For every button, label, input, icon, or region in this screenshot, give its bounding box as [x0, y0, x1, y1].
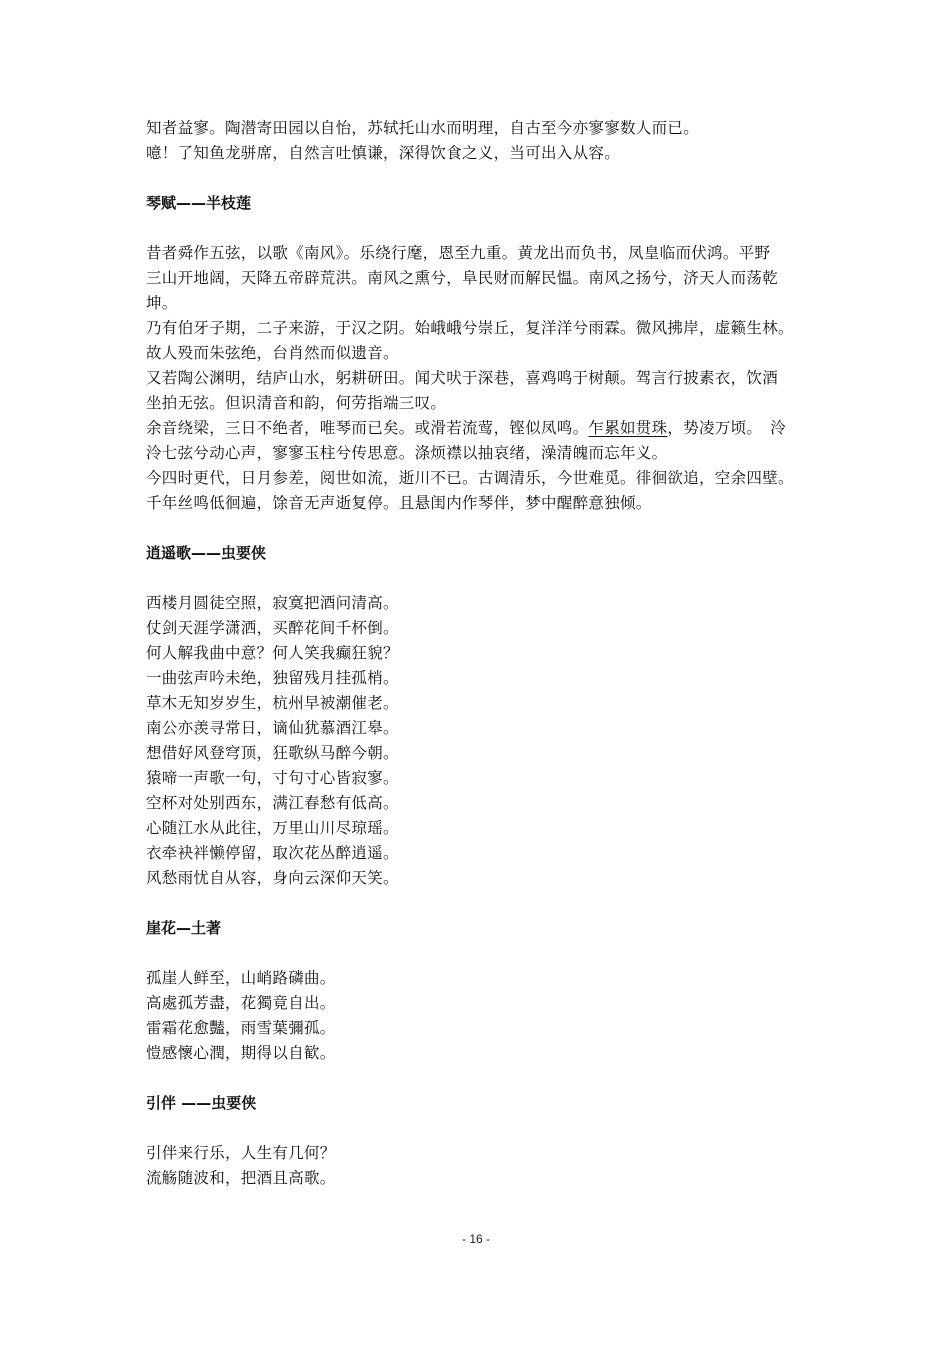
- text-segment: 余音绕梁，三日不绝者，唯琴而已矣。或滑若流莺，铿似凤鸣。: [146, 419, 589, 437]
- text-line: 故人殁而朱弦绝，台肖然而似遗音。: [146, 344, 399, 362]
- poem-line: 仗剑天涯学潇洒，买醉花间千杯倒。: [146, 619, 399, 637]
- text-line: 千年丝鸣低徊遍，馀音无声逝复停。且悬闺内作琴伴，梦中醒醉意独倾。: [146, 494, 652, 512]
- text-line: 坐拍无弦。但识清音和韵，何劳指端三叹。: [146, 394, 447, 412]
- text-line: 三山开地阔，天降五帝辟荒洪。南风之熏兮，阜民财而解民愠。南风之扬兮，济天人而荡乾: [146, 269, 779, 287]
- section-title-qinfu: 琴赋——半枝莲: [146, 194, 252, 212]
- page-number: - 16 -: [461, 1232, 490, 1246]
- text-segment: ，势凌万顷。 泠: [667, 419, 787, 437]
- poem-line: 孤崖人鲜至，山峭路磷曲。: [146, 969, 336, 987]
- section-title-xiaoyao: 逍遥歌——虫要侠: [146, 544, 267, 562]
- intro-paragraph: [146, 116, 826, 166]
- qinfu-body: [146, 241, 826, 516]
- poem-line: 心随江水从此往，万里山川尽琼瑶。: [146, 819, 399, 837]
- text-line: 知者益寥。陶潜寄田园以自怡，苏轼托山水而明理，自古至今亦寥寥数人而已。: [146, 119, 700, 137]
- section-title-yinban: 引伴 ——虫要侠: [146, 1094, 257, 1112]
- poem-line: 高處孤芳盡，花獨竟自出。: [146, 994, 336, 1012]
- poem-line: 南公亦羡寻常日，谪仙犹慕酒江皋。: [146, 719, 399, 737]
- poem-line: 一曲弦声吟未绝，独留残月挂孤梢。: [146, 669, 399, 687]
- xiaoyao-poem: [146, 591, 826, 891]
- text-line: 昔者舜作五弦，以歌《南风》。乐绕行麾，恩至九重。黄龙出而负书，凤皇临而伏鸿。平野: [146, 244, 771, 262]
- text-line: 又若陶公渊明，结庐山水，躬耕研田。闻犬吠于深巷，喜鸡鸣于树颠。驾言行披素衣，饮酒: [146, 369, 779, 387]
- yahua-poem: [146, 966, 826, 1066]
- yinban-poem: [146, 1141, 826, 1191]
- underlined-phrase: 乍累如贯珠: [588, 419, 668, 437]
- poem-line: 愷感懷心潤，期得以自歓。: [146, 1044, 336, 1062]
- poem-line: 空杯对处别西东，满江春愁有低高。: [146, 794, 399, 812]
- text-line: 坤。: [146, 294, 178, 312]
- poem-line: 草木无知岁岁生，杭州早被潮催老。: [146, 694, 399, 712]
- text-line: 泠七弦兮动心声，寥寥玉柱兮传思意。涤烦襟以抽哀绪，澡清魄而忘年义。: [146, 444, 668, 462]
- text-line: 噫！了知鱼龙骈席，自然言吐慎谦，深得饮食之义，当可出入从容。: [146, 144, 621, 162]
- text-line: [146, 416, 826, 441]
- poem-line: 想借好风登穹顶，狂歌纵马醉今朝。: [146, 744, 399, 762]
- document-body: [146, 116, 826, 1191]
- poem-line: 何人解我曲中意？何人笑我癫狂貌？: [146, 644, 399, 662]
- poem-line: 雷霜花愈豔，雨雪葉彌孤。: [146, 1019, 336, 1037]
- poem-line: 引伴来行乐，人生有几何？: [146, 1144, 336, 1162]
- text-line: 今四时更代，日月参差，阅世如流，逝川不已。古调清乐，今世难觅。徘徊欲追，空余四壁。: [146, 469, 794, 487]
- poem-line: 流觞随波和，把酒且高歌。: [146, 1169, 336, 1187]
- poem-line: 西楼月圆徒空照，寂寞把酒问清高。: [146, 594, 399, 612]
- poem-line: 猿啼一声歌一句，寸句寸心皆寂寥。: [146, 769, 399, 787]
- text-line: 乃有伯牙子期，二子来游，于汉之阴。始峨峨兮崇丘，复洋洋兮雨霖。微风拂岸，虚籁生林。: [146, 319, 794, 337]
- poem-line: 衣牵袂袢懒停留，取次花丛醉逍遥。: [146, 844, 399, 862]
- section-title-yahua: 崖花—土著: [146, 919, 222, 937]
- poem-line: 风愁雨忧自从容，身向云深仰天笑。: [146, 869, 399, 887]
